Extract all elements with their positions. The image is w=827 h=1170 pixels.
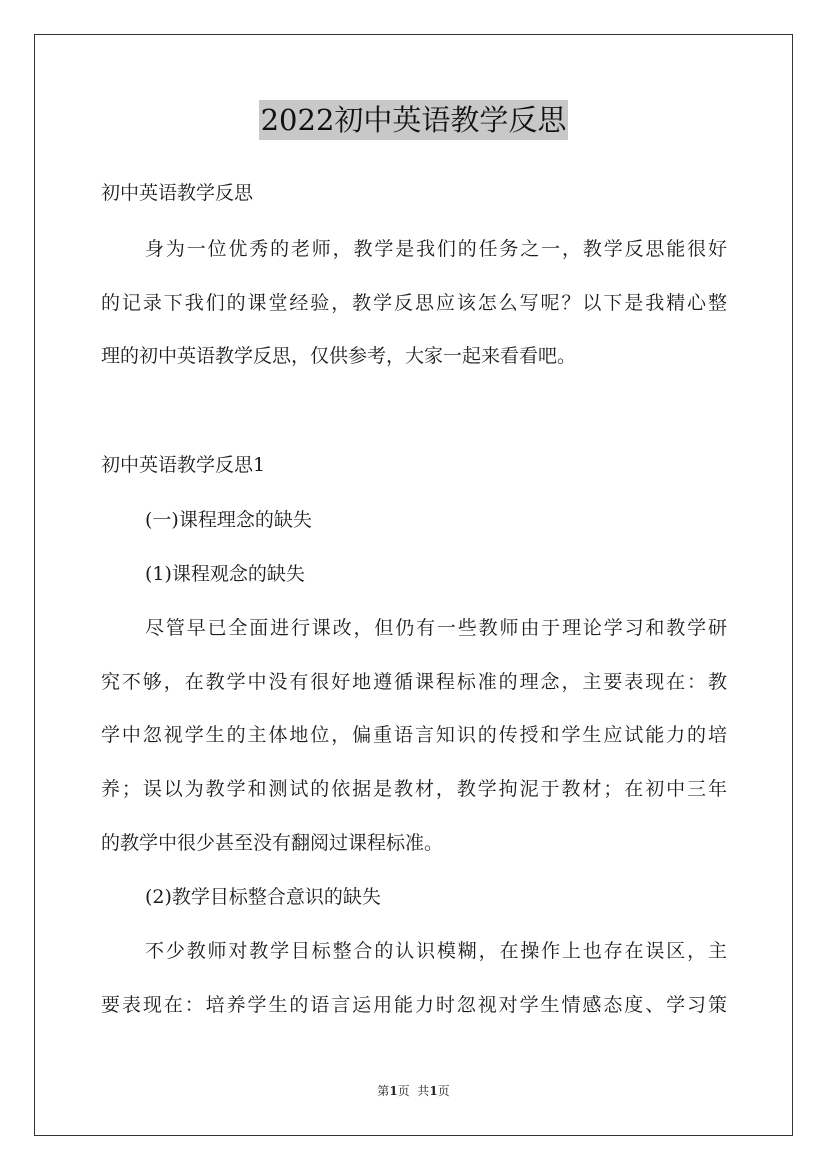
intro-line-1: 身为一位优秀的老师，教学是我们的任务之一，教学反思能很好 [145, 238, 727, 260]
intro-line-3: 理的初中英语教学反思，仅供参考，大家一起来看看吧。 [101, 345, 577, 367]
para2-line-2: 要表现在：培养学生的语言运用能力时忽视对学生情感态度、学习策 [101, 994, 727, 1016]
subheading-curriculum-concept: (一)课程理念的缺失 [145, 509, 312, 531]
footer-page-prefix: 第 [377, 1084, 390, 1098]
intro-line-2: 的记录下我们的课堂经验，教学反思应该怎么写呢？以下是我精心整 [101, 292, 727, 314]
footer-page-total: 1 [429, 1084, 438, 1098]
para2-line-1: 不少教师对教学目标整合的认识模糊，在操作上也存在误区，主 [145, 940, 727, 962]
document-subtitle: 初中英语教学反思 [101, 182, 254, 204]
document-title[interactable]: 2022初中英语教学反思 [259, 100, 569, 140]
para1-line-3: 学中忽视学生的主体地位，偏重语言知识的传授和学生应试能力的培 [101, 724, 727, 746]
title-container [0, 100, 827, 140]
para1-line-2: 究不够，在教学中没有很好地遵循课程标准的理念，主要表现在：教 [101, 671, 727, 693]
section-heading: 初中英语教学反思1 [101, 454, 266, 476]
subheading-curriculum-view: (1)课程观念的缺失 [145, 563, 305, 585]
footer-page-current: 1 [389, 1084, 398, 1098]
footer-page-suffix: 页 [437, 1084, 450, 1098]
para1-line-4: 养；误以为教学和测试的依据是教材，教学拘泥于教材；在初中三年 [101, 778, 727, 800]
page-footer [0, 1083, 827, 1099]
para1-line-1: 尽管早已全面进行课改，但仍有一些教师由于理论学习和教学研 [145, 617, 727, 639]
footer-page-mid: 页 共 [397, 1084, 430, 1098]
para1-line-5: 的教学中很少甚至没有翻阅过课程标准。 [101, 832, 444, 854]
subheading-teaching-goals: (2)教学目标整合意识的缺失 [145, 886, 381, 908]
